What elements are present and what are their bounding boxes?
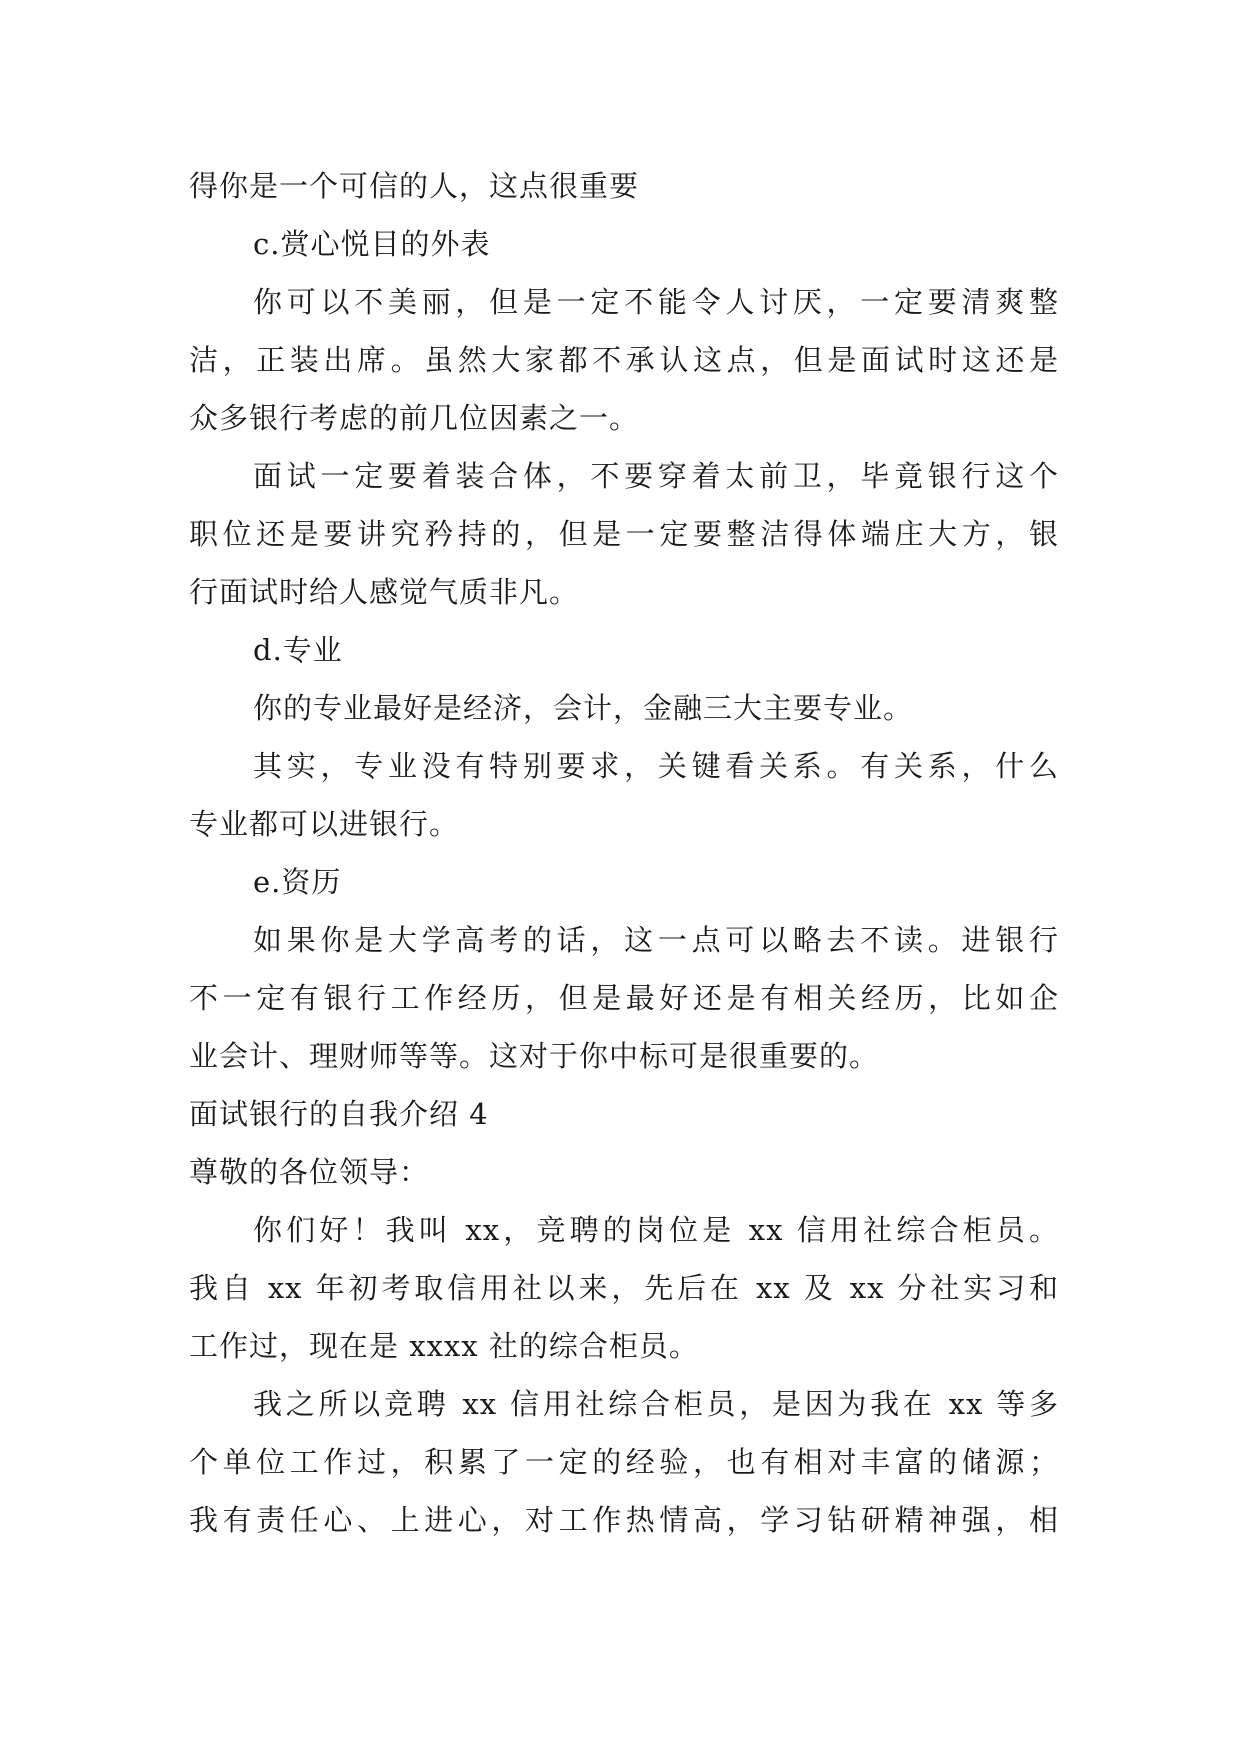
text-line: 我自 xx 年初考取信用社以来，先后在 xx 及 xx 分社实习和 — [189, 1271, 1059, 1305]
text-line: 你可以不美丽，但是一定不能令人讨厌，一定要清爽整 — [253, 285, 1059, 319]
text-line: 工作过，现在是 xxxx 社的综合柜员。 — [189, 1329, 699, 1363]
text-line: 专业都可以进银行。 — [189, 807, 460, 841]
document-body — [189, 157, 1059, 1549]
section-heading-c: c.赏心悦目的外表 — [253, 227, 491, 261]
article-title: 面试银行的自我介绍 4 — [189, 1097, 489, 1131]
text-line: 众多银行考虑的前几位因素之一。 — [189, 401, 640, 435]
section-heading-d: d.专业 — [253, 633, 343, 667]
text-line: 你们好！我叫 xx，竞聘的岗位是 xx 信用社综合柜员。 — [253, 1213, 1059, 1247]
text-line: 我之所以竞聘 xx 信用社综合柜员，是因为我在 xx 等多 — [253, 1387, 1059, 1421]
section-heading-e: e.资历 — [253, 865, 342, 899]
text-line: 得你是一个可信的人，这点很重要 — [189, 169, 640, 203]
salutation: 尊敬的各位领导： — [189, 1155, 430, 1189]
text-line: 个单位工作过，积累了一定的经验，也有相对丰富的储源； — [189, 1445, 1059, 1479]
text-line: 其实，专业没有特别要求，关键看关系。有关系，什么 — [253, 749, 1059, 783]
text-line: 行面试时给人感觉气质非凡。 — [189, 575, 580, 609]
text-line: 面试一定要着装合体，不要穿着太前卫，毕竟银行这个 — [253, 459, 1059, 493]
text-line: 不一定有银行工作经历，但是最好还是有相关经历，比如企 — [189, 981, 1059, 1015]
text-line: 如果你是大学高考的话，这一点可以略去不读。进银行 — [253, 923, 1059, 957]
text-line: 我有责任心、上进心，对工作热情高，学习钻研精神强，相 — [189, 1503, 1059, 1537]
text-line: 洁，正装出席。虽然大家都不承认这点，但是面试时这还是 — [189, 343, 1059, 377]
text-line: 你的专业最好是经济，会计，金融三大主要专业。 — [253, 691, 914, 725]
text-line: 业会计、理财师等等。这对于你中标可是很重要的。 — [189, 1039, 880, 1073]
text-line: 职位还是要讲究矜持的，但是一定要整洁得体端庄大方，银 — [189, 517, 1059, 551]
